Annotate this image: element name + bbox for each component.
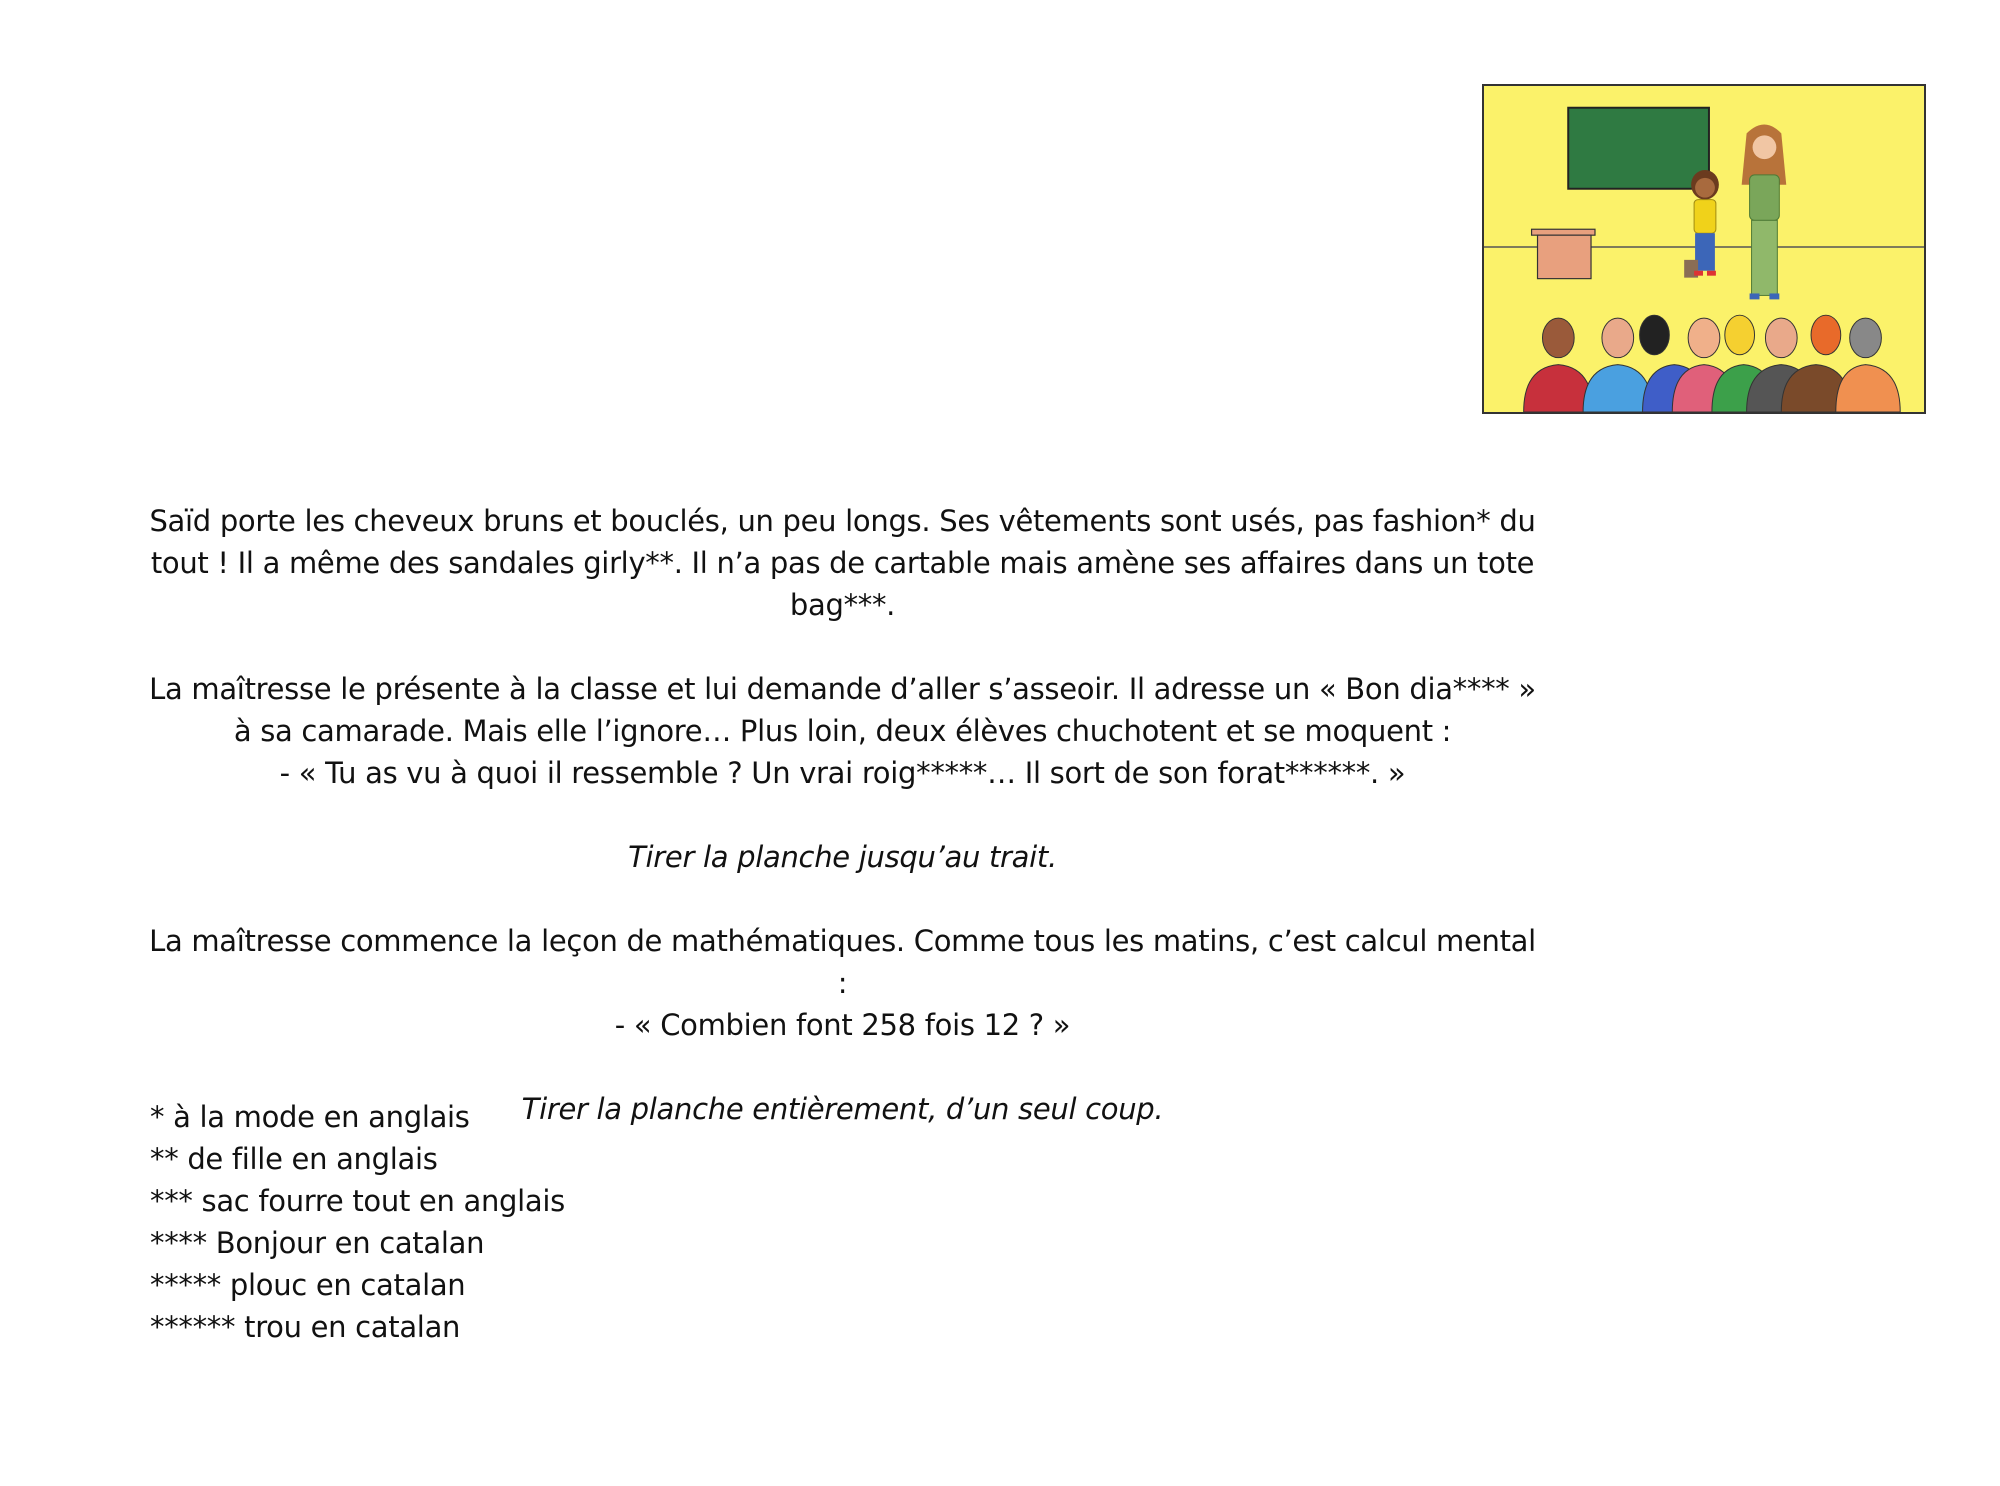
story-text	[145, 500, 1540, 1130]
paragraph-1-line-2: tout ! Il a même des sandales girly**. Il n’a pas de cartable mais amène ses affaires dans un tote	[150, 546, 1535, 580]
footnotes	[150, 1096, 1050, 1348]
footnote-3: *** sac fourre tout en anglais	[150, 1184, 565, 1218]
paragraph-2-line-2: à sa camarade. Mais elle l’ignore… Plus loin, deux élèves chuchotent et se moquent :	[233, 714, 1452, 748]
paragraph-3-line-1: La maîtresse commence la leçon de mathématiques. Comme tous les matins, c’est calcul mental :	[149, 924, 1536, 1000]
footnote-4: **** Bonjour en catalan	[150, 1226, 485, 1260]
classroom-drawing-icon	[1484, 86, 1924, 412]
classroom-illustration	[1482, 84, 1926, 414]
footnote-6: ****** trou en catalan	[150, 1310, 461, 1344]
paragraph-1-line-1: Saïd porte les cheveux bruns et bouclés, un peu longs. Ses vêtements sont usés, pas fashion* du	[149, 504, 1536, 538]
footnote-5: ***** plouc en catalan	[150, 1268, 466, 1302]
instruction-1: Tirer la planche jusqu’au trait.	[628, 840, 1057, 874]
instruction-2: Tirer la planche entièrement, d’un seul coup.	[521, 1092, 1164, 1126]
footnote-2: ** de fille en anglais	[150, 1142, 438, 1176]
paragraph-2-line-3: - « Tu as vu à quoi il ressemble ? Un vrai roig*****… Il sort de son forat******. »	[279, 756, 1406, 790]
footnote-1: * à la mode en anglais	[150, 1100, 470, 1134]
paragraph-2-line-1: La maîtresse le présente à la classe et lui demande d’aller s’asseoir. Il adresse un « Bon dia**** »	[149, 672, 1536, 706]
paragraph-3-line-2: - « Combien font 258 fois 12 ? »	[614, 1008, 1071, 1042]
paragraph-1-line-3: bag***.	[789, 588, 896, 622]
